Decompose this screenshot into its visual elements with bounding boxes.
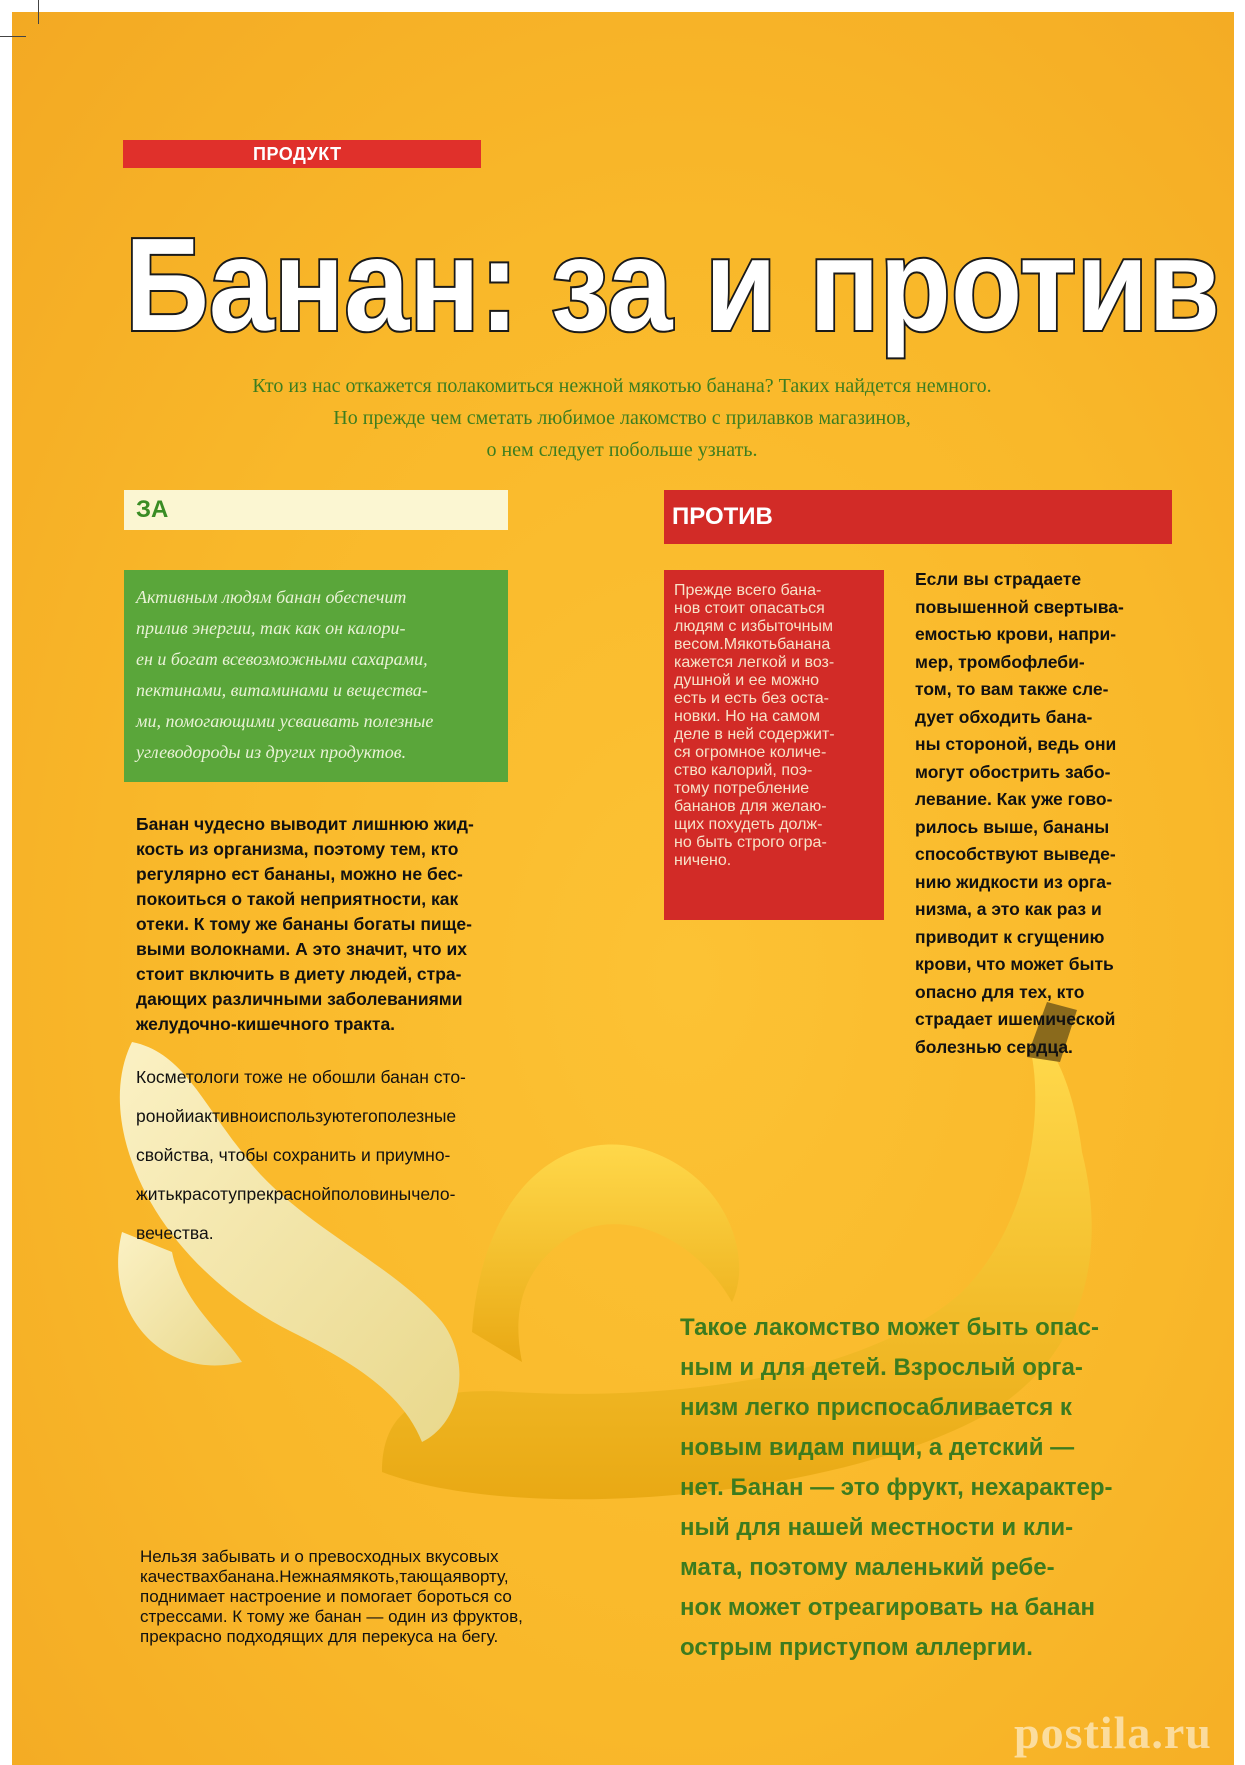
con-heading: ПРОТИВ — [664, 490, 1172, 544]
text-line: тому потребление — [674, 780, 810, 797]
text-line: нет. Банан — это фрукт, нехарактер- — [680, 1474, 1113, 1501]
text-line: страдает ишемической — [915, 1009, 1116, 1029]
lead-line: Кто из нас откажется полакомиться нежной мякотью банана? Таких найдется немного. — [252, 375, 992, 397]
text-line: стоит включить в диету людей, стра- — [136, 964, 462, 984]
text-line: мата, поэтому маленький ребе- — [680, 1554, 1055, 1581]
text-line: людям с избыточным — [674, 618, 833, 635]
text-line: том, то вам также сле- — [915, 679, 1109, 699]
text-line: есть и есть без оста- — [674, 690, 829, 707]
text-line: мер, тромбофлеби- — [915, 651, 1085, 672]
section-tag: ПРОДУКТ — [123, 140, 481, 168]
text-line: могут обострить забо- — [915, 761, 1111, 782]
text-line: прилив энергии, так как он калори- — [136, 618, 406, 638]
text-line: прекрасно подходящих для перекуса на бегу. — [140, 1627, 499, 1646]
crop-mark — [38, 0, 39, 24]
text-line: Прежде всего бана- — [674, 582, 822, 599]
text-line: выми волокнами. А это значит, что их — [136, 939, 467, 959]
text-line: ми, помогающими усваивать полезные — [136, 711, 434, 731]
text-line: рилось выше, бананы — [915, 816, 1110, 837]
con-paragraph-children — [680, 1308, 1185, 1668]
text-line: новым видам пищи, а детский — — [680, 1434, 1075, 1461]
text-line: опасно для тех, кто — [915, 981, 1085, 1002]
text-line: кажется легкой и воз- — [674, 654, 835, 671]
text-line: покоиться о такой неприятности, как — [136, 889, 459, 909]
text-line: приводит к сгущению — [915, 926, 1105, 947]
lead-paragraph — [172, 370, 1072, 466]
text-line: нок может отреагировать на банан — [680, 1594, 1095, 1621]
text-line: регулярно ест бананы, можно не бес- — [136, 864, 463, 884]
con-column-text — [915, 566, 1160, 1061]
text-line: крови, что может быть — [915, 954, 1114, 974]
text-line: Косметологи тоже не обошли банан сто- — [136, 1067, 466, 1087]
text-line: низма, а это как раз и — [915, 899, 1102, 919]
text-line: ство калорий, поэ- — [674, 762, 813, 779]
text-line: способствуют выведе- — [915, 844, 1116, 864]
text-line: Нельзя забывать и о превосходных вкусовых — [140, 1547, 499, 1566]
magazine-page — [12, 12, 1234, 1765]
pro-heading: ЗА — [124, 490, 508, 530]
text-line: Активным людям банан обеспечит — [136, 587, 407, 607]
text-line: дающих различными заболеваниями — [136, 989, 463, 1009]
text-line: Банан чудесно выводит лишнюю жид- — [136, 814, 474, 834]
pro-paragraph-fluid — [136, 812, 536, 1037]
text-line: весом.Мякотьбанана — [674, 636, 831, 653]
lead-line: о нем следует побольше узнать. — [486, 439, 758, 461]
text-line: качествахбанана.Нежнаямякоть,тающаяворту, — [140, 1567, 509, 1586]
watermark: postila.ru — [1014, 1707, 1212, 1758]
pro-paragraph-taste — [140, 1547, 595, 1647]
text-line: душной и ее можно — [674, 672, 820, 689]
text-line: ничено. — [674, 852, 732, 869]
text-line: левание. Как уже гово- — [915, 789, 1113, 809]
pro-paragraph-cosmetology — [136, 1058, 536, 1253]
crop-mark — [0, 36, 26, 37]
text-line: ный для нашей местности и кли- — [680, 1514, 1074, 1541]
text-line: острым приступом аллергии. — [680, 1634, 1033, 1661]
text-line: Такое лакомство может быть опас- — [680, 1314, 1099, 1341]
pro-highlight-box — [124, 570, 508, 782]
text-line: вечества. — [136, 1223, 214, 1243]
text-line: свойства, чтобы сохранить и приумно- — [136, 1145, 451, 1165]
text-line: кость из организма, поэтому тем, кто — [136, 839, 459, 859]
text-line: ронойиактивноиспользуютегополезные — [136, 1106, 457, 1126]
text-line: пектинами, витаминами и вещества- — [136, 680, 428, 700]
page-title-text: Банан: за и против — [125, 211, 1220, 358]
text-line: нов стоит опасаться — [674, 600, 825, 617]
text-line: бананов для желаю- — [674, 798, 827, 815]
text-line: нию жидкости из орга- — [915, 871, 1112, 892]
text-line: деле в ней содержит- — [674, 726, 835, 743]
text-line: емостью крови, напри- — [915, 624, 1117, 644]
text-line: Если вы страдаете — [915, 569, 1082, 589]
text-line: новки. Но на самом — [674, 708, 820, 725]
text-line: ным и для детей. Взрослый орга- — [680, 1354, 1083, 1381]
text-line: поднимает настроение и помогает бороться со — [140, 1587, 512, 1606]
text-line: болезнью сердца. — [915, 1036, 1073, 1057]
text-line: ся огромное количе- — [674, 744, 827, 761]
lead-line: Но прежде чем сметать любимое лакомство с прилавков магазинов, — [333, 407, 911, 429]
text-line: желудочно-кишечного тракта. — [136, 1014, 396, 1034]
text-line: щих похудеть долж- — [674, 816, 823, 833]
text-line: отеки. К тому же бананы богаты пище- — [136, 914, 472, 934]
con-highlight-box — [664, 570, 884, 920]
text-line: углеводороды из других продуктов. — [136, 742, 407, 762]
text-line: ен и богат всевозможными сахарами, — [136, 649, 428, 669]
text-line: дует обходить бана- — [915, 706, 1093, 727]
text-line: ны стороной, ведь они — [915, 734, 1117, 754]
text-line: стрессами. К тому же банан — один из фруктов, — [140, 1607, 523, 1626]
text-line: низм легко приспосабливается к — [680, 1394, 1072, 1421]
text-line: житькрасотупрекраснойполовинычело- — [136, 1184, 456, 1204]
page-title — [123, 212, 1223, 362]
text-line: но быть строго огра- — [674, 834, 827, 851]
text-line: повышенной свертыва- — [915, 596, 1124, 617]
